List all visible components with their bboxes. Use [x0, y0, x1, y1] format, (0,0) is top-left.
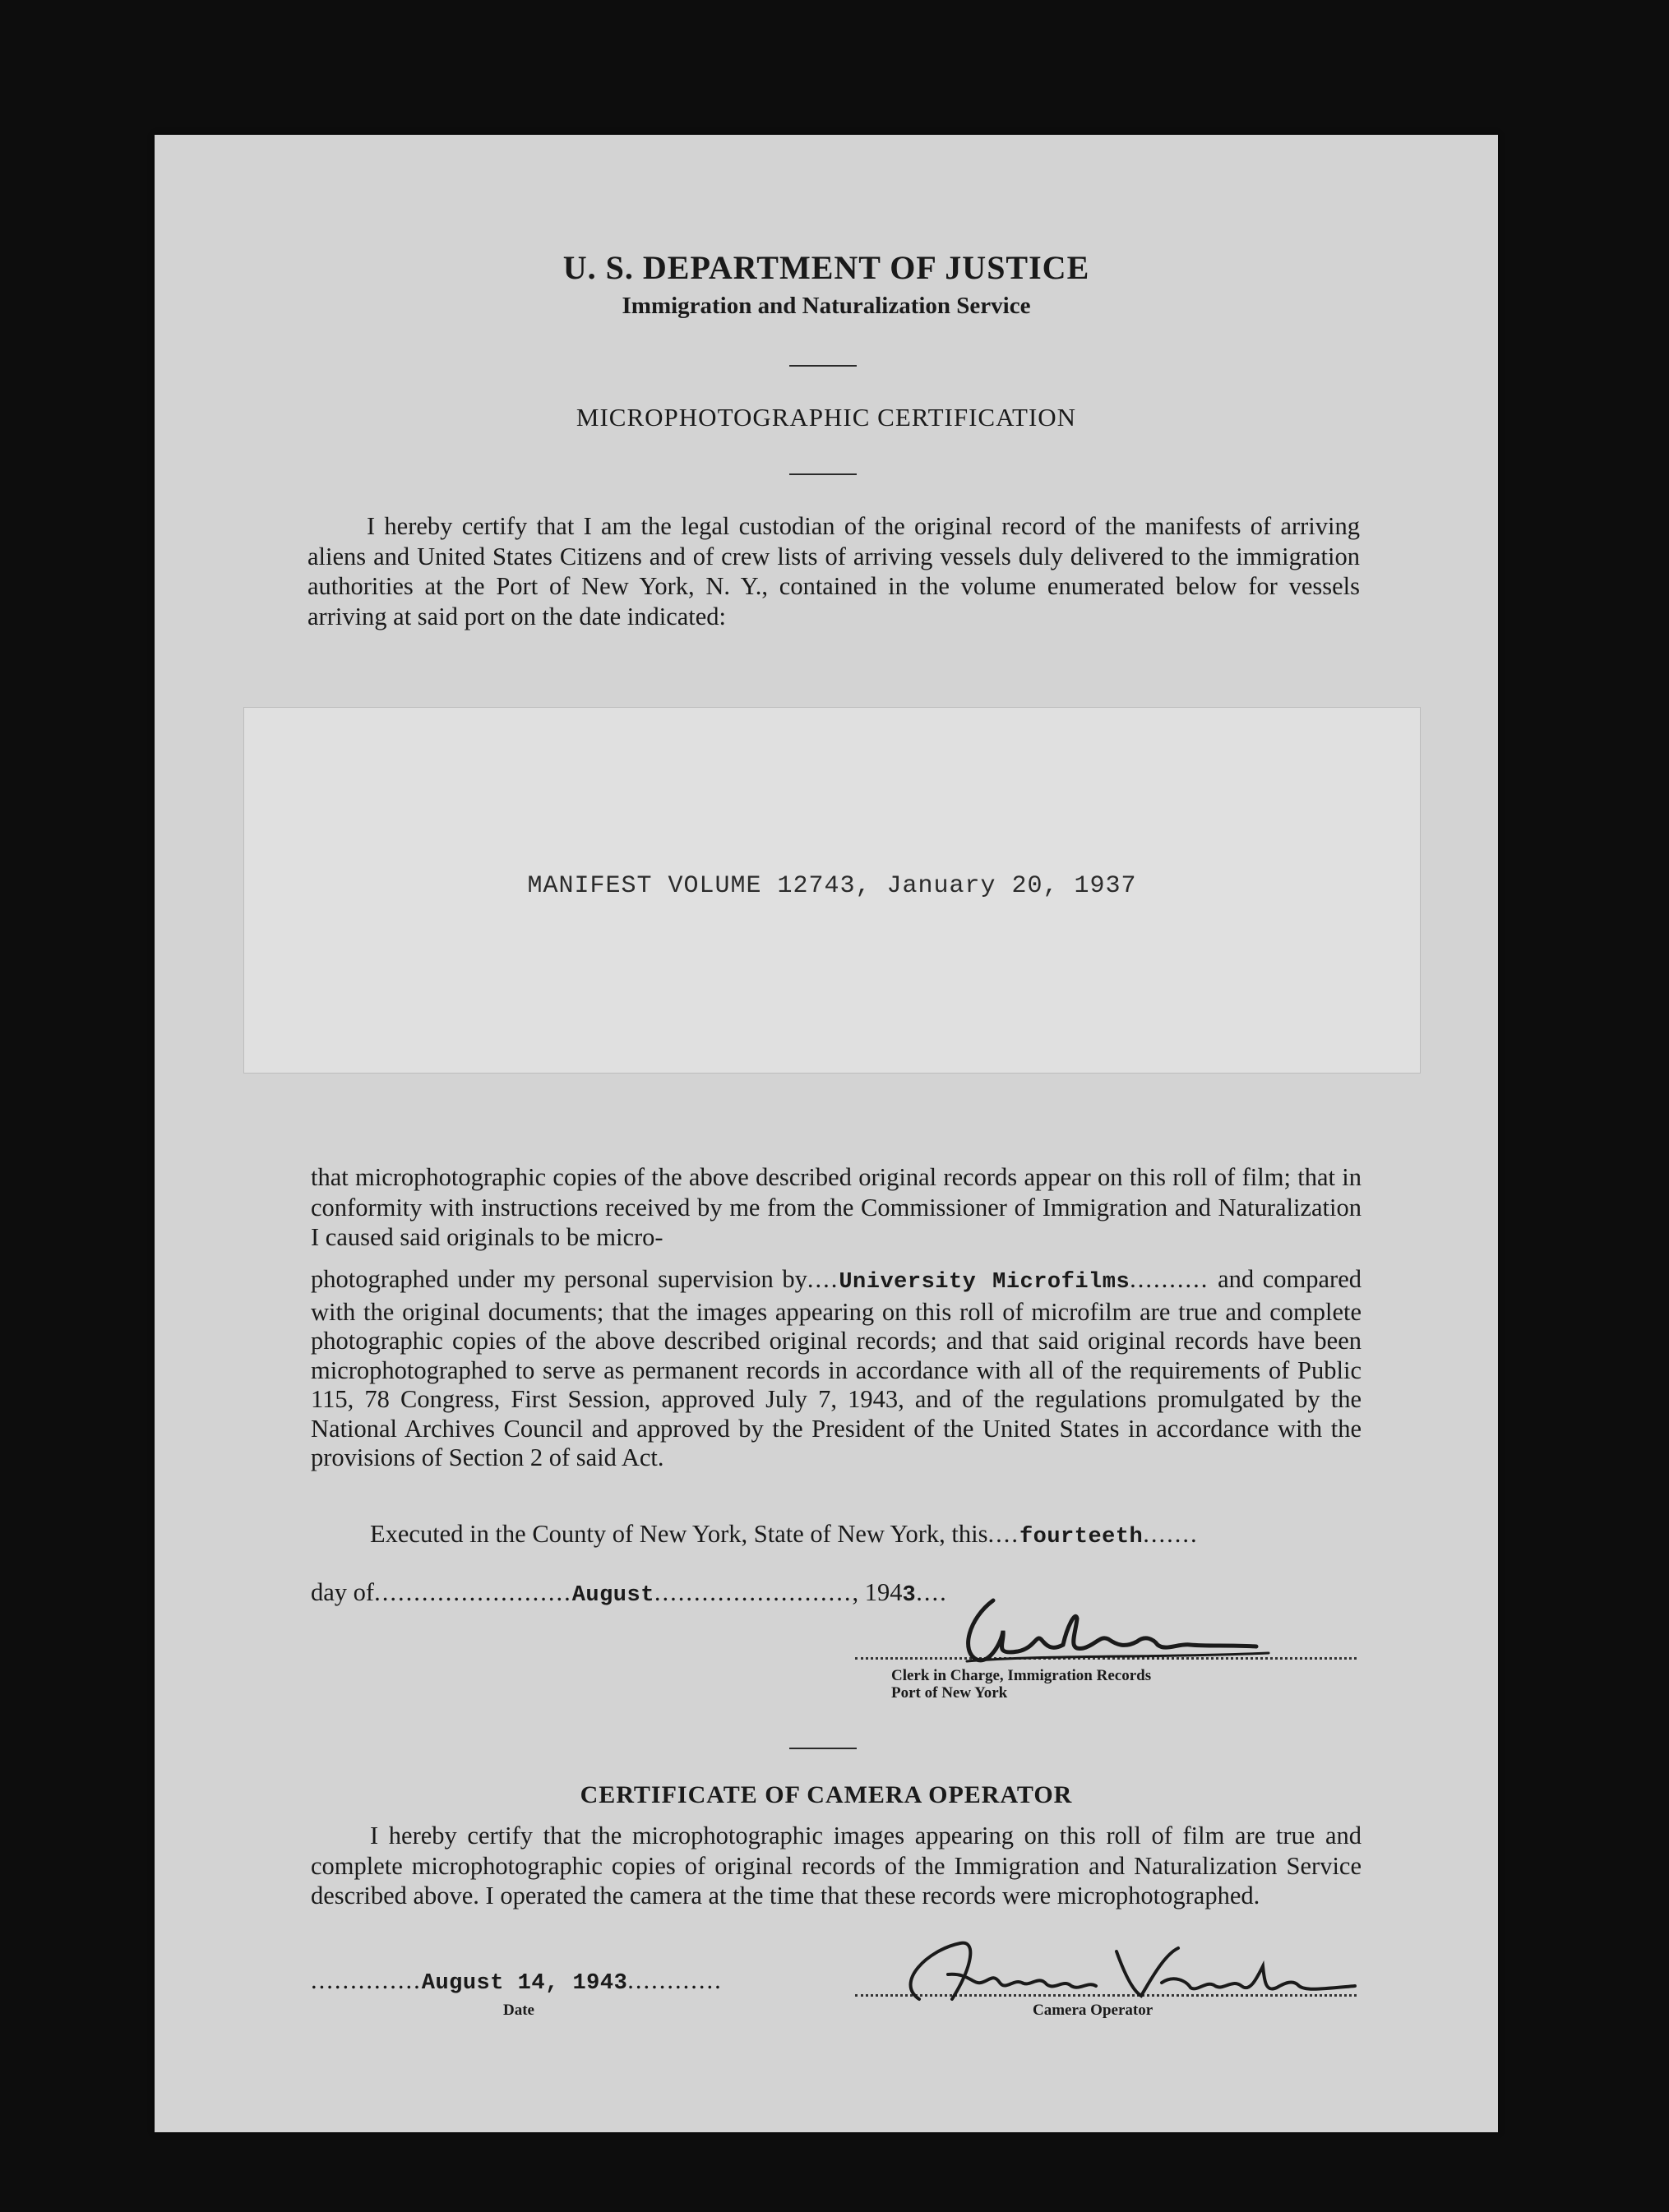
executed-line: Executed in the County of New York, State of New York, this....fourteeth....... — [370, 1520, 1199, 1549]
clerk-title-line1: Clerk in Charge, Immigration Records — [891, 1667, 1152, 1684]
camera-date-value: August 14, 1943 — [421, 1971, 628, 1996]
department-heading: U. S. DEPARTMENT OF JUSTICE — [562, 249, 1090, 286]
divider-rule — [789, 365, 857, 367]
body-paragraph-b: photographed under my personal supervision by....University Microfilms.......... and compared with the original documents; that the images appearing on this roll of microfilm are true and complete photographic copies of the above described original records; and that said original records have been microphotographed to serve as permanent records in accordance with all of the requirements of Public 115, 78 Congress, First Session, approved July 7, 1943, and of the regulations promulgated by the National Archives Council and approved by the President of the United States in accordance with the provisions of Section 2 of said Act. — [311, 1265, 1362, 1471]
intro-paragraph: I hereby certify that I am the legal custodian of the original record of the manifests of arriving aliens and United States Citizens and of crew lists of arriving vessels duly delivered to the immigration authorities at the Port of New York, N. Y., contained in the volume enumerated below for vessels arriving at said port on the date indicated: — [307, 512, 1360, 630]
clerk-signature — [944, 1594, 1273, 1668]
camera-date-line: ..............August 14, 1943............ — [311, 1966, 723, 1996]
executed-day-value: fourteeth — [1019, 1525, 1144, 1549]
month-value: August — [571, 1583, 654, 1608]
clerk-title-line2: Port of New York — [891, 1684, 1008, 1702]
manifest-volume-line: MANIFEST VOLUME 12743, January 20, 1937 — [527, 872, 1137, 900]
operator-signature — [870, 1933, 1363, 2007]
certification-title: MICROPHOTOGRAPHIC CERTIFICATION — [576, 403, 1077, 432]
operator-label: Camera Operator — [1033, 2002, 1154, 2019]
camera-cert-title: CERTIFICATE OF CAMERA OPERATOR — [580, 1781, 1073, 1808]
body-paragraph-a: that microphotographic copies of the above described original records appear on this roll of film; that in conformity with instructions received by me from the Commissioner of Immigration and Naturalization I caused said originals to be micro- — [311, 1163, 1362, 1251]
year-digit-value: 3 — [902, 1583, 917, 1608]
date-label: Date — [503, 2002, 534, 2019]
filmed-by-value: University Microfilms — [839, 1270, 1130, 1295]
divider-rule — [789, 473, 857, 475]
camera-cert-paragraph: I hereby certify that the microphotographic images appearing on this roll of film are true and complete microphotographic copies of original records of the Immigration and Naturalization Service described above. I operated the camera at the time that these records were microphotographed. — [311, 1822, 1362, 1910]
divider-rule — [789, 1748, 857, 1749]
certificate-page — [155, 135, 1498, 2132]
service-subheading: Immigration and Naturalization Service — [622, 293, 1031, 319]
day-of-line: day of.........................August........................., 1943.... — [311, 1578, 948, 1608]
manifest-inset — [243, 707, 1421, 1074]
